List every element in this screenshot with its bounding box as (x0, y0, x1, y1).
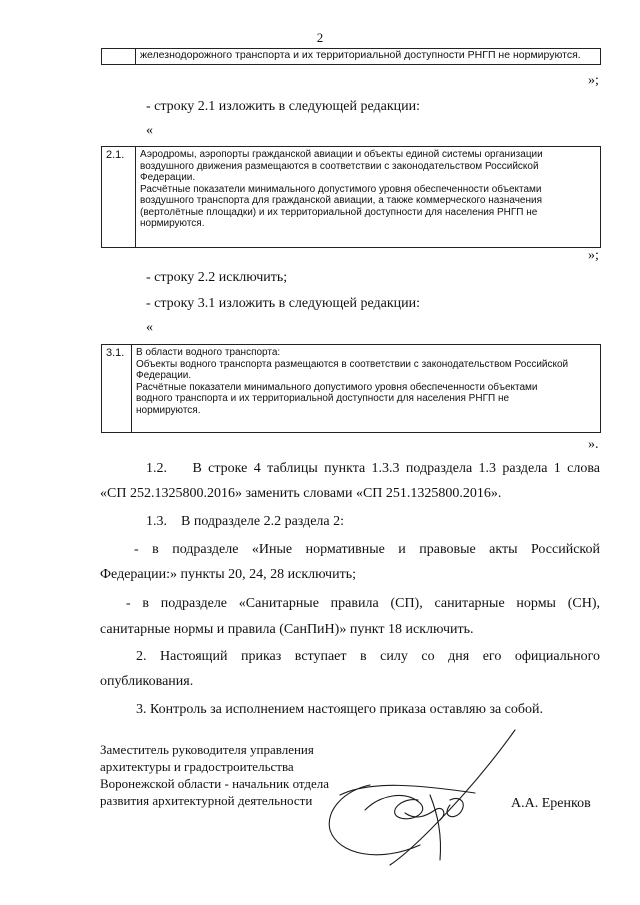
position-line: развития архитектурной деятельности (100, 793, 313, 808)
paragraph-bullet1-line2: Федерации:» пункты 20, 24, 28 исключить; (100, 567, 356, 582)
paragraph-item-2-line2: опубликования. (100, 674, 194, 689)
table-text-line: железнодорожного транспорта и их территориальной доступности РНГП не нормируются. (140, 49, 581, 61)
table-row-2-1 (101, 146, 601, 248)
page-number: 2 (316, 30, 324, 45)
table-number-cell: 2.1. (102, 147, 136, 247)
signatory-position (100, 741, 329, 809)
closing-quote: »; (588, 248, 599, 263)
paragraph-row-2-1: - строку 2.1 изложить в следующей редакции: (146, 99, 421, 114)
opening-quote: « (146, 123, 153, 138)
paragraph-bullet2-line1: - в подразделе «Санитарные правила (СП), санитарные нормы (СН), (126, 596, 600, 611)
table-row-3-1 (101, 344, 601, 433)
table-text-line: Федерации. (136, 370, 192, 381)
table-text-cell (136, 147, 600, 247)
paragraph-1-2-line1: 1.2. В строке 4 таблицы пункта 1.3.3 подраздела 1.3 раздела 1 слова (146, 461, 600, 476)
closing-quote: »; (588, 73, 599, 88)
table-text-line: Расчётные показатели минимального допустимого уровня обеспеченности объектами (136, 381, 538, 393)
table-text-line: Объекты водного транспорта размещаются в соответствии с законодательством Российской (136, 358, 569, 370)
table-text-line: нормируются. (140, 218, 205, 229)
paragraph-1-2-line2: «СП 252.1325800.2016» заменить словами «СП 251.1325800.2016». (100, 486, 502, 501)
table-text-line: воздушного движения размещаются в соответствии с законодательством Российской (140, 160, 539, 172)
table-number-cell (102, 49, 136, 64)
paragraph-bullet1-line1: - в подразделе «Иные нормативные и правовые акты Российской (134, 542, 600, 557)
table-text-line: В области водного транспорта: (136, 347, 281, 358)
table-text-line: Аэродромы, аэропорты гражданской авиации и объекты единой системы организации (140, 149, 543, 160)
table-number-cell: 3.1. (102, 345, 132, 432)
paragraph-bullet2-line2: санитарные нормы и правила (СанПиН)» пункт 18 исключить. (100, 622, 474, 637)
table-text-line: Федерации. (140, 172, 196, 183)
signatory-name: А.А. Еренков (511, 796, 591, 811)
table-text-line: водного транспорта и их территориальной доступности для населения РНГП не (136, 393, 510, 404)
table-text-line: воздушного транспорта для гражданской авиации, а также коммерческого назначения (140, 195, 542, 206)
paragraph-item-3: 3. Контроль за исполнением настоящего приказа оставляю за собой. (136, 702, 544, 717)
paragraph-row-2-2: - строку 2.2 исключить; (146, 270, 288, 285)
position-line: Воронежской области - начальник отдела (100, 776, 330, 791)
closing-quote: ». (588, 437, 599, 452)
position-line: архитектуры и градостроительства (100, 759, 294, 774)
position-line: Заместитель руководителя управления (100, 742, 314, 757)
table-text-line: Расчётные показатели минимального допустимого уровня обеспеченности объектами (140, 183, 542, 195)
opening-quote: « (146, 320, 153, 335)
table-fragment-top (101, 48, 601, 65)
table-text-line: (вертолётные площадки) и их территориальной доступности для населения РНГП не (140, 206, 538, 218)
paragraph-row-3-1: - строку 3.1 изложить в следующей редакции: (146, 296, 421, 311)
paragraph-1-3: 1.3. В подразделе 2.2 раздела 2: (146, 514, 344, 529)
table-text-cell (132, 345, 600, 432)
paragraph-item-2-line1: 2. Настоящий приказ вступает в силу со дня его официального (136, 649, 600, 664)
table-text-cell (136, 48, 600, 64)
table-text-line: нормируются. (136, 404, 201, 416)
handwritten-signature (310, 725, 530, 875)
